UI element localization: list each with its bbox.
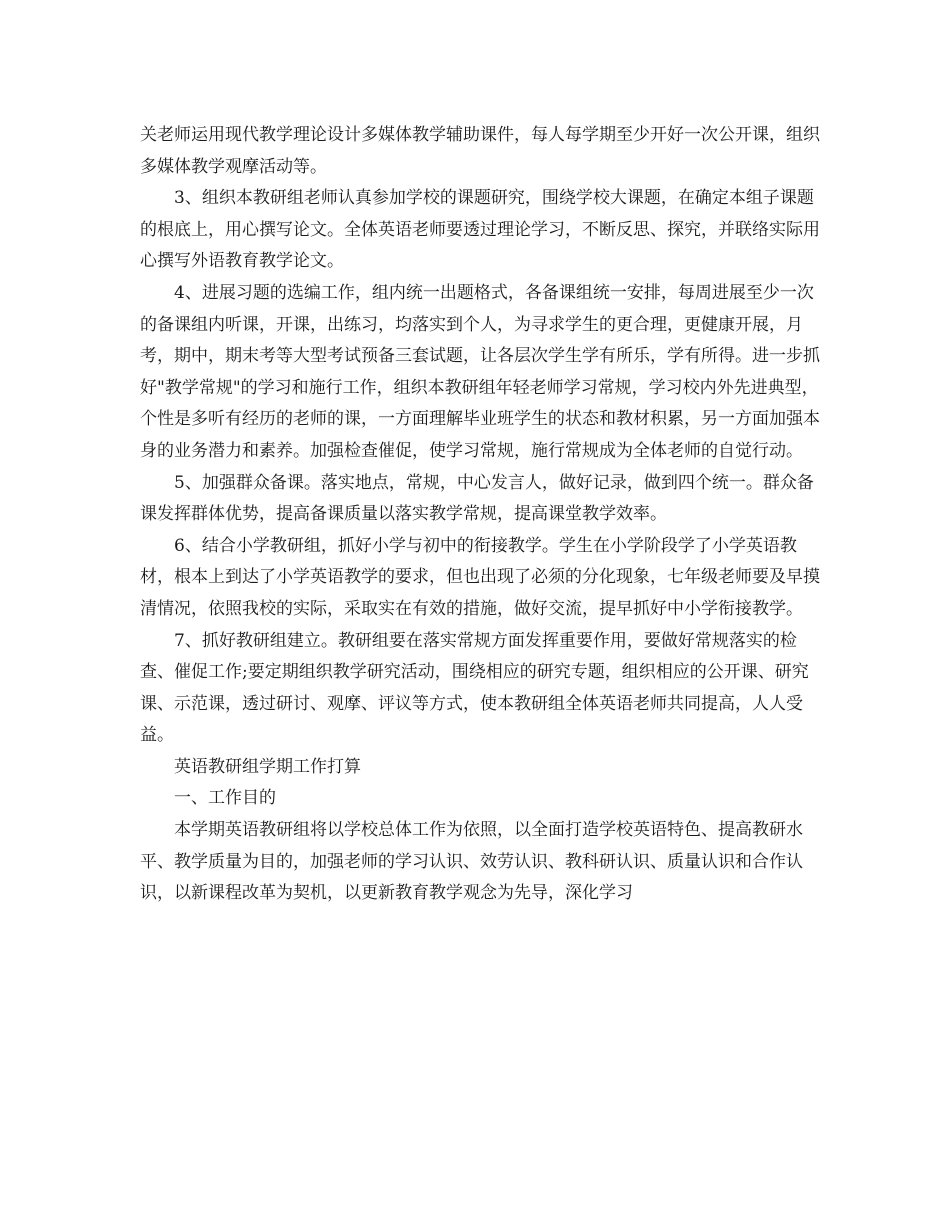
section-title: 英语教研组学期工作打算 (174, 756, 361, 777)
paragraph-item-6: 6、结合小学教研组，抓好小学与初中的衔接教学。学生在小学阶段学了小学英语教材，根本上到达了小学英语教学的要求，但也出现了必须的分化现象，七年级老师要及早摸清情况，依照我校的实际，采取实在有效的措施，做好交流，提早抓好中小学衔接教学。 (140, 535, 820, 619)
paragraph-item-5: 5、加强群众备课。落实地点，常规，中心发言人，做好记录，做到四个统一。群众备课发挥群体优势，提高备课质量以落实教学常规，提高课堂教学效率。 (140, 472, 814, 525)
paragraph-goals: 本学期英语教研组将以学校总体工作为依照，以全面打造学校英语特色、提高教研水平、教学质量为目的，加强老师的学习认识、效劳认识、教科研认识、质量认识和合作认识，以新课程改革为契机，以更新教育教学观念为先导，深化学习 (140, 820, 803, 904)
document-body (140, 120, 820, 910)
paragraph-item-4: 4、进展习题的选编工作，组内统一出题格式，各备课组统一安排，每周进展至少一次的备课组内听课，开课，出练习，均落实到个人，为寻求学生的更合理，更健康开展，月考，期中，期末考等大型考试预备三套试题，让各层次学生学有所乐，学有所得。进一步抓好"教学常规"的学习和施行工作，组织本教研组年轻老师学习常规，学习校内外先进典型，个性是多听有经历的老师的课，一方面理解毕业班学生的状态和教材积累，另一方面加强本身的业务潜力和素养。加强检查催促，使学习常规，施行常规成为全体老师的自觉行动。 (140, 282, 820, 461)
section-heading-goals: 一、工作目的 (174, 788, 276, 809)
paragraph-continuation: 关老师运用现代教学理论设计多媒体教学辅助课件，每人每学期至少开好一次公开课，组织多媒体教学观摩活动等。 (140, 125, 820, 177)
paragraph-item-3: 3、组织本教研组老师认真参加学校的课题研究，围绕学校大课题，在确定本组子课题的根底上，用心撰写论文。全体英语老师要透过理论学习，不断反思、探究，并联络实际用心撰写外语教育教学论文。 (140, 188, 820, 272)
paragraph-item-7: 7、抓好教研组建立。教研组要在落实常规方面发挥重要作用，要做好常规落实的检查、催促工作;要定期组织教学研究活动，围绕相应的研究专题，组织相应的公开课、研究课、示范课，透过研讨、观摩、评议等方式，使本教研组全体英语老师共同提高，人人受益。 (140, 630, 809, 746)
